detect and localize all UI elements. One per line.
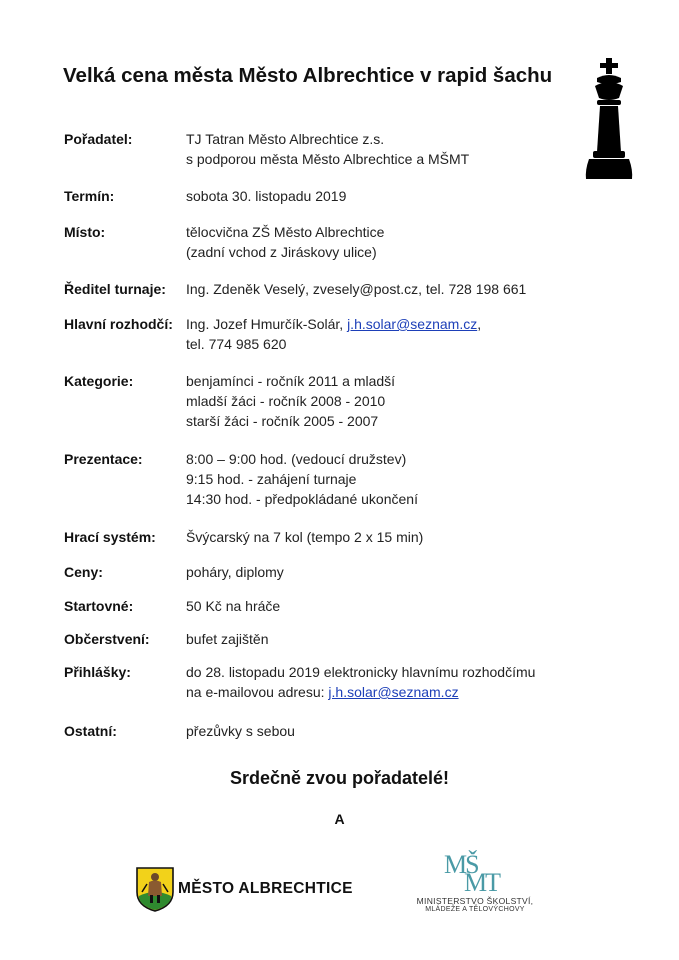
- and-letter: A: [334, 811, 345, 827]
- field-label: Hrací systém:: [64, 529, 156, 545]
- field-line: sobota 30. listopadu 2019: [186, 188, 347, 204]
- field-line: TJ Tatran Město Albrechtice z.s.: [186, 131, 385, 147]
- field-line: [186, 682, 535, 702]
- field-value: [186, 222, 384, 262]
- field-label: Ostatní:: [64, 723, 117, 739]
- field-line: 9:15 hod. - zahájení turnaje: [186, 471, 357, 487]
- applications-email-link[interactable]: j.h.solar@seznam.cz: [328, 684, 459, 700]
- field-label: Ceny:: [64, 564, 103, 580]
- closing-invitation: Srdečně zvou pořadatelé!: [229, 768, 450, 788]
- applications-prefix: na e-mailovou adresu:: [186, 684, 329, 700]
- field-label: Místo:: [64, 224, 106, 240]
- field-line: 14:30 hod. - předpokládané ukončení: [186, 491, 418, 507]
- field-value: [186, 449, 418, 509]
- field-value: [186, 721, 295, 741]
- field-line: (zadní vchod z Jiráskovy ulice): [186, 244, 377, 260]
- field-line: tělocvična ZŠ Město Albrechtice: [186, 224, 385, 240]
- arbiter-name: Ing. Jozef Hmurčík-Solár,: [186, 316, 348, 332]
- field-value: [186, 279, 526, 299]
- field-line: 8:00 – 9:00 hod. (vedoucí družstev): [186, 451, 407, 467]
- field-label: Pořadatel:: [64, 131, 133, 147]
- field-line: starší žáci - ročník 2005 - 2007: [186, 413, 379, 429]
- field-line: bufet zajištěn: [186, 631, 269, 647]
- field-line: benjamínci - ročník 2011 a mladší: [186, 373, 396, 389]
- field-line: Ing. Zdeněk Veselý, zvesely@post.cz, tel. 728 198 661: [186, 281, 527, 297]
- field-line: přezůvky s sebou: [186, 723, 295, 739]
- field-value: [186, 629, 269, 649]
- field-label: Prezentace:: [64, 451, 143, 467]
- svg-text:MŠ: MŠ: [444, 850, 478, 879]
- arbiter-email-link[interactable]: j.h.solar@seznam.cz: [347, 316, 478, 332]
- town-crest-icon: [135, 866, 175, 912]
- field-label: Ředitel turnaje:: [64, 281, 166, 297]
- field-label: Startovné:: [64, 598, 134, 614]
- field-label: Občerstvení:: [64, 631, 150, 647]
- arbiter-comma: ,: [477, 316, 482, 332]
- ministry-name-line1: MINISTERSTVO ŠKOLSTVÍ,: [416, 896, 534, 906]
- document-title: Velká cena města Město Albrechtice v rapid šachu: [63, 64, 553, 87]
- svg-text:MT: MT: [464, 868, 499, 893]
- field-line: poháry, diplomy: [186, 564, 284, 580]
- ministry-name-line2: MLÁDEŽE A TĚLOVÝCHOVY: [425, 906, 525, 913]
- field-line: mladší žáci - ročník 2008 - 2010: [186, 393, 386, 409]
- field-label: Termín:: [64, 188, 115, 204]
- field-value: [186, 371, 395, 431]
- field-value: [186, 129, 469, 169]
- field-value: [186, 527, 423, 547]
- field-line: s podporou města Město Albrechtice a MŠMT: [186, 151, 470, 167]
- field-line: [186, 314, 481, 334]
- field-value: [186, 186, 346, 206]
- field-line: do 28. listopadu 2019 elektronicky hlavnímu rozhodčímu: [186, 664, 536, 680]
- field-value: [186, 662, 535, 702]
- field-label: Přihlášky:: [64, 664, 131, 680]
- field-line: 50 Kč na hráče: [186, 598, 281, 614]
- field-label: Hlavní rozhodčí:: [64, 316, 173, 332]
- field-value: [186, 562, 284, 582]
- field-line: Švýcarský na 7 kol (tempo 2 x 15 min): [186, 529, 424, 545]
- chess-king-icon: [583, 56, 635, 184]
- ministry-logo-icon: [442, 847, 512, 893]
- town-name: MĚSTO ALBRECHTICE: [178, 880, 353, 897]
- field-line: tel. 774 985 620: [186, 336, 287, 352]
- field-label: Kategorie:: [64, 373, 134, 389]
- field-value: [186, 596, 280, 616]
- field-value: [186, 314, 481, 354]
